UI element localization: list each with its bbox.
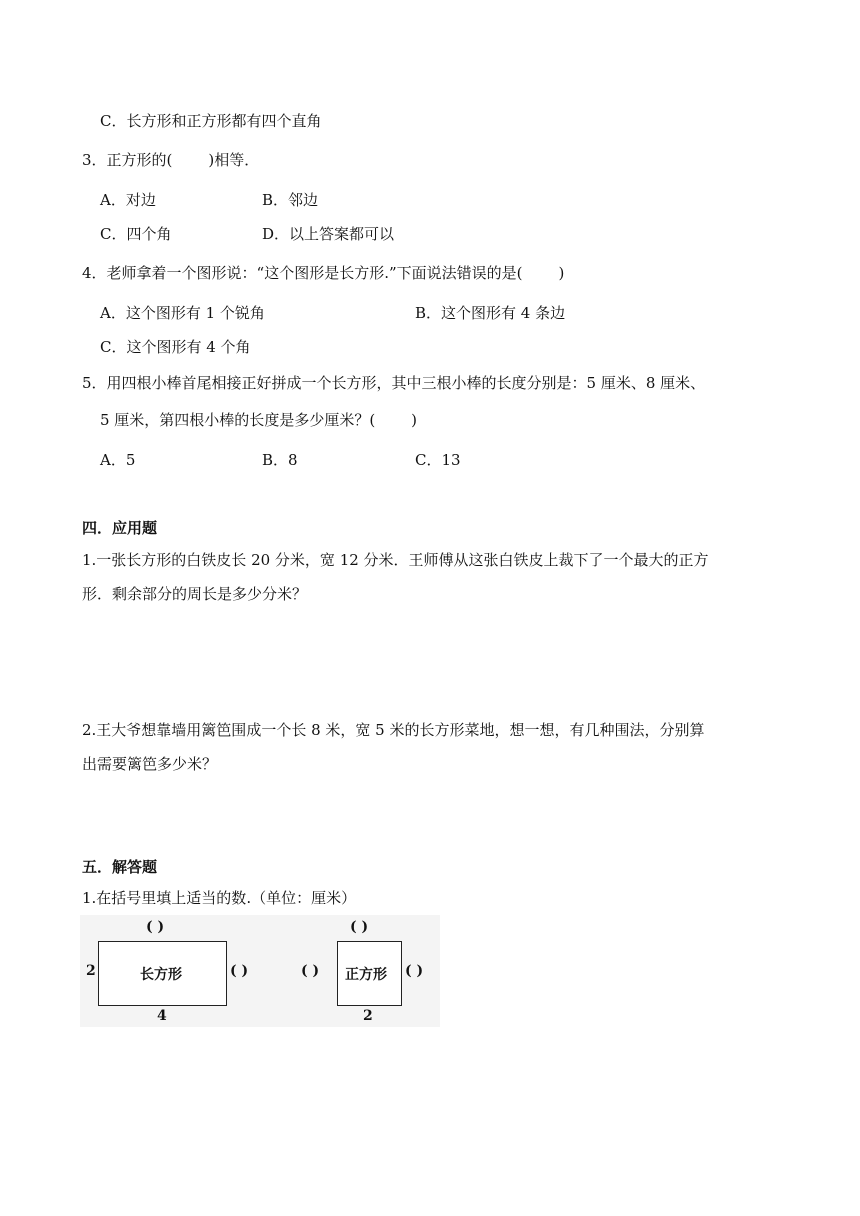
q5-option-a: A．5 <box>100 451 136 469</box>
section4-title: 四．应用题 <box>82 519 158 537</box>
q2-option-c: C．长方形和正方形都有四个直角 <box>100 112 322 130</box>
q4-stem-after: ) <box>558 264 565 282</box>
q3-option-b: B．邻边 <box>262 191 319 209</box>
section5-q1-text: 1.在括号里填上适当的数.（单位：厘米） <box>82 889 357 907</box>
section5-title: 五．解答题 <box>82 858 158 876</box>
rectangle-label: 长方形 <box>140 967 182 983</box>
q4-stem-before: 4．老师拿着一个图形说：“这个图形是长方形.”下面说法错误的是( <box>82 264 523 282</box>
square-top-blank[interactable]: ( ) <box>350 919 369 935</box>
q3-option-a: A．对边 <box>100 191 156 209</box>
q3-option-c: C．四个角 <box>100 225 172 243</box>
square-label: 正方形 <box>345 967 387 983</box>
q5-option-c: C．13 <box>415 451 461 469</box>
rect-bottom-value: 4 <box>157 1008 167 1024</box>
section4-q1-line1: 1.一张长方形的白铁皮长 20 分米，宽 12 分米．王师傅从这张白铁皮上裁下了一个最大的正方 <box>82 551 709 569</box>
q5-stem-line2-before: 5 厘米，第四根小棒的长度是多少厘米？( <box>100 411 376 429</box>
square-right-blank[interactable]: ( ) <box>405 963 424 979</box>
q4-option-c: C．这个图形有 4 个角 <box>100 338 251 356</box>
q4-option-b: B．这个图形有 4 条边 <box>415 304 566 322</box>
section4-q2-line2: 出需要篱笆多少米？ <box>82 755 218 773</box>
q3-stem <box>82 150 259 170</box>
rect-top-blank[interactable]: ( ) <box>146 919 165 935</box>
rect-left-value: 2 <box>86 963 96 979</box>
q5-stem-line2 <box>100 410 417 430</box>
q3-stem-after: )相等． <box>208 151 260 169</box>
section4-q1-line2: 形．剩余部分的周长是多少分米？ <box>82 585 308 603</box>
q4-stem <box>82 263 564 283</box>
q5-stem-line1: 5．用四根小棒首尾相接正好拼成一个长方形，其中三根小棒的长度分别是：5 厘米、8 厘米、 <box>82 374 706 392</box>
square-left-blank[interactable]: ( ) <box>301 963 320 979</box>
square-bottom-value: 2 <box>363 1008 373 1024</box>
section4-q2-line1: 2.王大爷想靠墙用篱笆围成一个长 8 米，宽 5 米的长方形菜地，想一想，有几种围法，分别算 <box>82 721 705 739</box>
q5-option-b: B．8 <box>262 451 298 469</box>
q4-option-a: A．这个图形有 1 个锐角 <box>100 304 265 322</box>
q5-stem-line2-after: ) <box>411 411 418 429</box>
q3-stem-before: 3．正方形的( <box>82 151 173 169</box>
rect-right-blank[interactable]: ( ) <box>230 963 249 979</box>
q3-option-d: D．以上答案都可以 <box>262 225 395 243</box>
